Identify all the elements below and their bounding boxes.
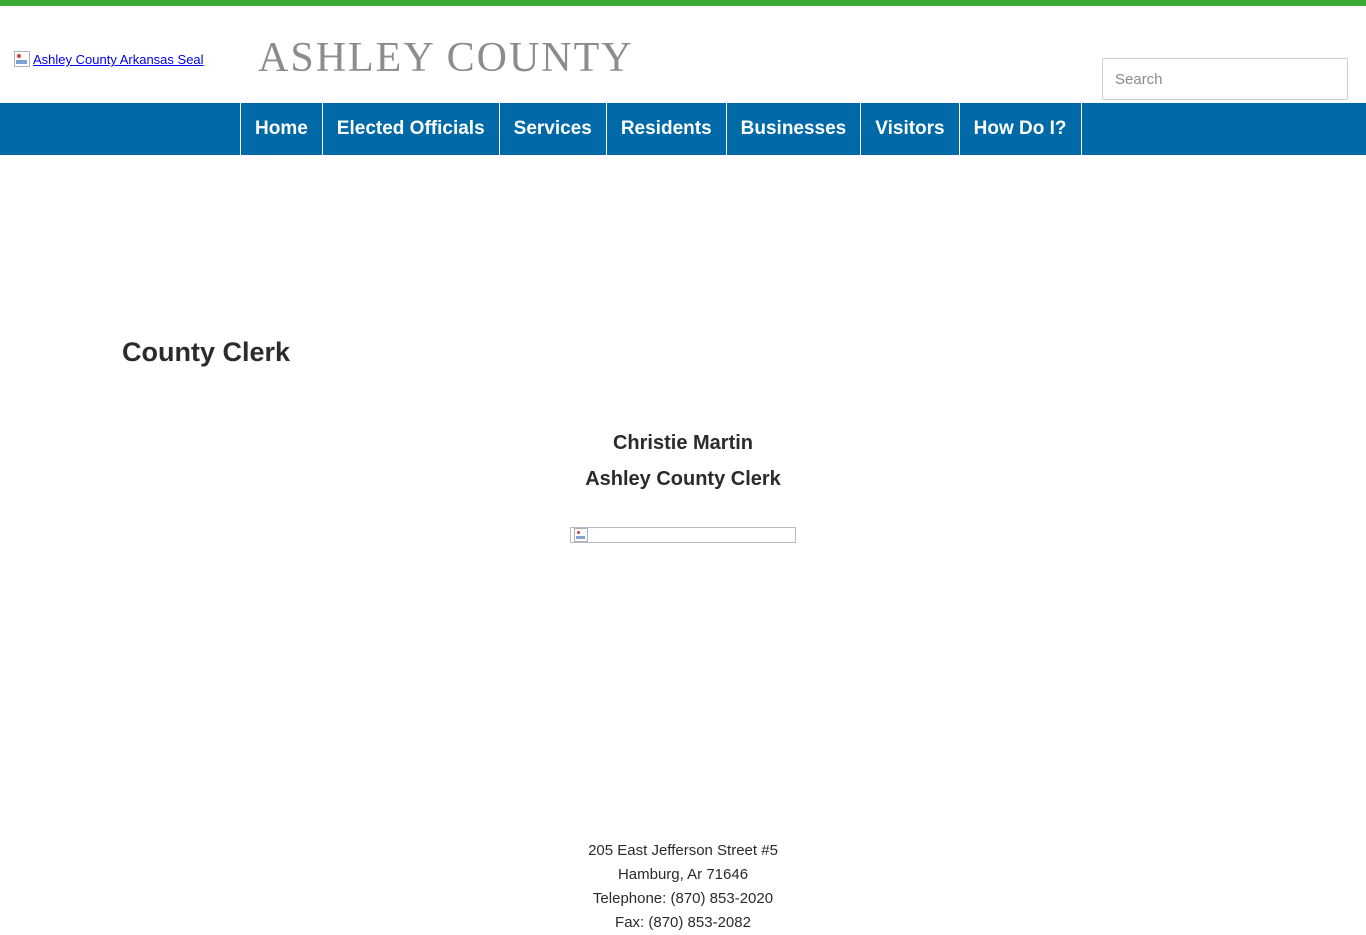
officer-role: Ashley County Clerk bbox=[585, 468, 781, 490]
nav-left-spacer bbox=[0, 103, 241, 155]
nav-item-businesses[interactable]: Businesses bbox=[726, 103, 862, 155]
office-address bbox=[0, 839, 1366, 935]
page-content bbox=[0, 155, 1366, 931]
address-city-state-zip: Hamburg, Ar 71646 bbox=[617, 866, 749, 883]
address-telephone: Telephone: (870) 853-2020 bbox=[592, 890, 774, 907]
nav-item-services[interactable]: Services bbox=[499, 103, 607, 155]
county-seal-alt-text: Ashley County Arkansas Seal bbox=[33, 52, 204, 67]
officer-info bbox=[0, 425, 1366, 543]
address-fax: Fax: (870) 853-2082 bbox=[615, 914, 751, 931]
page-title: County Clerk bbox=[122, 337, 291, 367]
nav-item-how-do-i[interactable]: How Do I? bbox=[959, 103, 1082, 155]
nav-item-home[interactable]: Home bbox=[240, 103, 323, 155]
nav-item-residents[interactable]: Residents bbox=[606, 103, 727, 155]
broken-image-icon bbox=[574, 528, 588, 542]
search-input[interactable] bbox=[1102, 58, 1348, 100]
address-street: 205 East Jefferson Street #5 bbox=[588, 842, 778, 859]
nav-item-elected-officials[interactable]: Elected Officials bbox=[322, 103, 500, 155]
main-navigation bbox=[0, 103, 1366, 155]
county-seal-image-link[interactable] bbox=[14, 51, 204, 68]
officer-name: Christie Martin bbox=[612, 432, 754, 454]
nav-item-visitors[interactable]: Visitors bbox=[860, 103, 959, 155]
officer-portrait-image bbox=[570, 527, 796, 543]
site-title: ASHLEY COUNTY bbox=[258, 35, 634, 81]
site-header bbox=[0, 6, 1366, 103]
broken-image-icon bbox=[14, 51, 30, 67]
